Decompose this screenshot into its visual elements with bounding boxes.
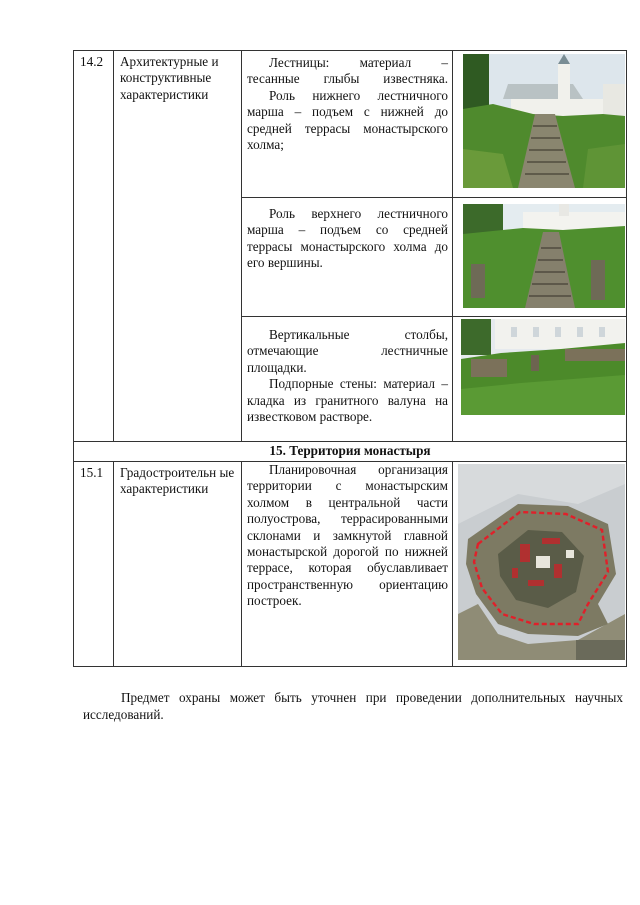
description-paragraph: Лестницы: материал – тесанные глыбы известняка. xyxy=(247,55,448,87)
description-cell xyxy=(242,462,453,667)
characteristic-label: Архитектурные и конструктивные характеристики xyxy=(114,51,242,442)
description-cell xyxy=(242,198,453,317)
description-paragraph: Подпорные стены: материал – кладка из гранитного валуна на известковом растворе. xyxy=(247,376,448,425)
footnote-paragraph: Предмет охраны может быть уточнен при проведении дополнительных научных исследований. xyxy=(83,690,623,722)
protection-table xyxy=(73,50,627,667)
description-paragraph: Роль верхнего лестничного марша – подъем со средней террасы монастырского холма до его вершины. xyxy=(247,206,448,271)
description-paragraph: Роль нижнего лестничного марша – подъем с нижней до средней террасы монастырского холма; xyxy=(247,87,448,153)
photo-cell xyxy=(453,198,627,317)
description-cell xyxy=(242,317,453,442)
retaining-walls-photo xyxy=(461,319,625,415)
stone-staircase-lower-photo xyxy=(463,54,625,188)
aerial-map-photo xyxy=(458,464,625,660)
table-row xyxy=(74,462,627,667)
photo-cell xyxy=(453,317,627,442)
table-row xyxy=(74,51,627,198)
stone-staircase-upper-photo xyxy=(463,204,625,308)
photo-cell xyxy=(453,462,627,667)
row-number: 14.2 xyxy=(74,51,114,442)
photo-cell xyxy=(453,51,627,198)
characteristic-label: Градостроительн ые характеристики xyxy=(114,462,242,667)
description-cell xyxy=(242,51,453,198)
description-paragraph: Планировочная организация территории с монастырским холмом в центральной части полуострова, террасированными склонами и замкнутой главной монастырской дорогой по нижней террасе, которая обуславливает пространственную ориентацию построек. xyxy=(247,462,448,609)
section-title: 15. Территория монастыря xyxy=(74,442,627,462)
row-number: 15.1 xyxy=(74,462,114,667)
description-paragraph: Вертикальные столбы, отмечающие лестничные площадки. xyxy=(247,327,448,375)
section-header-row xyxy=(74,442,627,462)
